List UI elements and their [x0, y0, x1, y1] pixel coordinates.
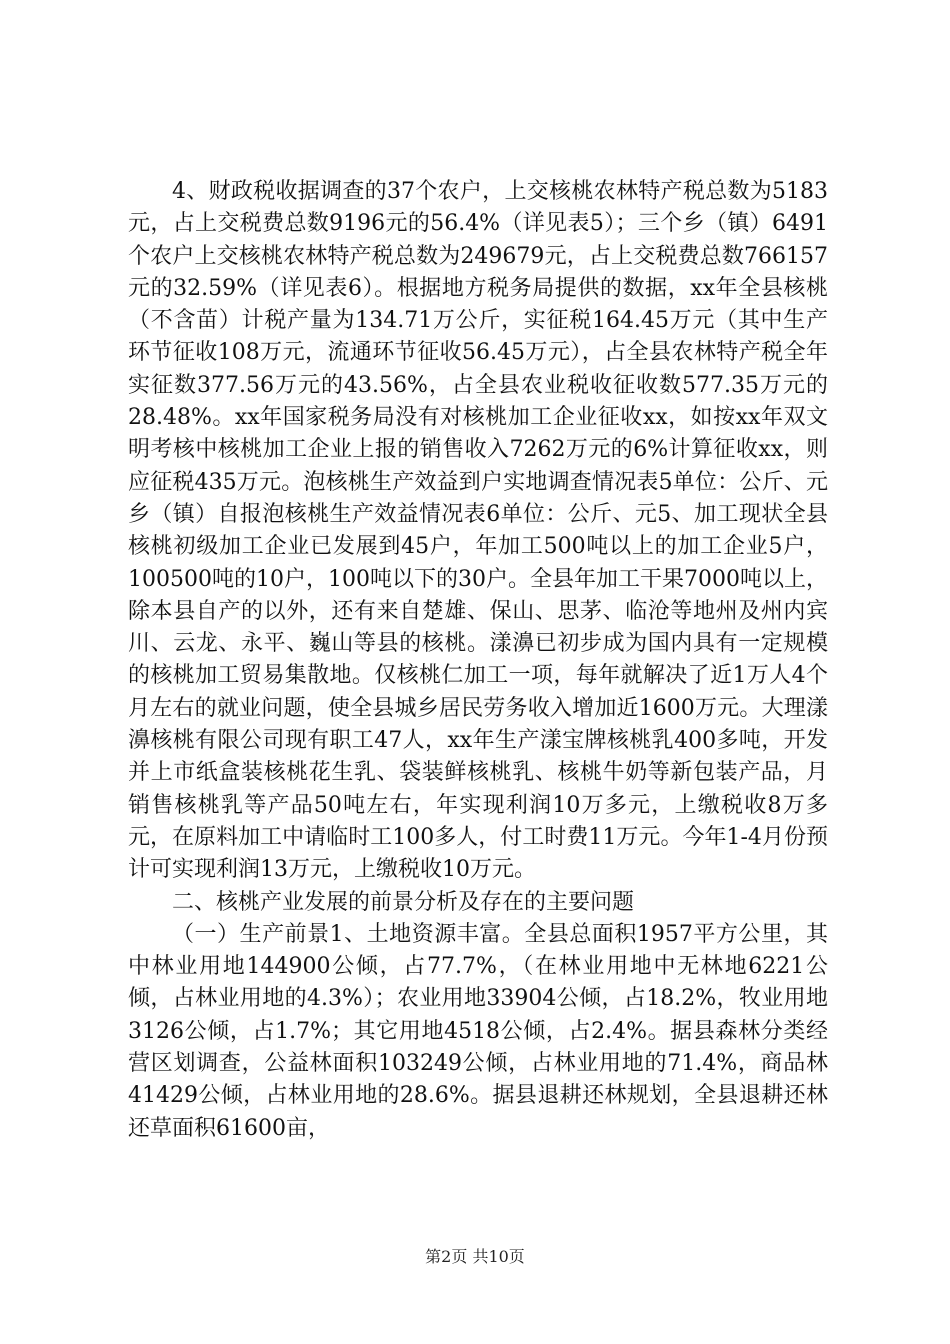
page-number-footer: 第2页 共10页: [425, 1247, 525, 1266]
paragraph-land-resources: （一）生产前景1、土地资源丰富。全县总面积1957平方公里，其中林业用地144900公倾，占77.7%，（在林业用地中无林地6221公倾，占林业用地的4.3%）；农业用地33904公倾，占18.2%，牧业用地3126公倾，占1.7%；其它用地4518公倾，占2.4%。据县森林分类经营区划调查，公益林面积103249公倾，占林业用地的71.4%，商品林41429公倾，占林业用地的28.6%。据县退耕还林规划，全县退耕还林还草面积61600亩，: [128, 921, 828, 1141]
section-heading-prospects: 二、核桃产业发展的前景分析及存在的主要问题: [172, 889, 635, 915]
paragraph-tax-and-processing: 4、财政税收据调查的37个农户，上交核桃农林特产税总数为5183元，占上交税费总数9196元的56.4%（详见表5）；三个乡（镇）6491个农户上交核桃农林特产税总数为249679元，占上交税费总数766157元的32.59%（详见表6）。根据地方税务局提供的数据，xx年全县核桃（不含苗）计税产量为134.71万公斤，实征税164.45万元（其中生产环节征收108万元，流通环节征收56.45万元），占全县农林特产税全年实征数377.56万元的43.56%，占全县农业税收征收数577.35万元的28.48%。xx年国家税务局没有对核桃加工企业征收xx，如按xx年双文明考核中核桃加工企业上报的销售收入7262万元的6%计算征收xx，则应征税435万元。泡核桃生产效益到户实地调查情况表5单位：公斤、元乡（镇）自报泡核桃生产效益情况表6单位：公斤、元5、加工现状全县核桃初级加工企业已发展到45户，年加工500吨以上的加工企业5户，100500吨的10户，100吨以下的30户。全县年加工干果7000吨以上，除本县自产的以外，还有来自楚雄、保山、思茅、临沧等地州及州内宾川、云龙、永平、巍山等县的核桃。漾濞已初步成为国内具有一定规模的核桃加工贸易集散地。仅核桃仁加工一项，每年就解决了近1万人4个月左右的就业问题，使全县城乡居民劳务收入增加近1600万元。大理漾濞核桃有限公司现有职工47人，xx年生产漾宝牌核桃乳400多吨，开发并上市纸盒装核桃花生乳、袋装鲜核桃乳、核桃牛奶等新包装产品，月销售核桃乳等产品50吨左右，年实现利润10万多元，上缴税收8万多元，在原料加工中请临时工100多人，付工时费11万元。今年1-4月份预计可实现利润13万元，上缴税收10万元。: [128, 179, 828, 883]
body-text: [128, 176, 828, 1145]
